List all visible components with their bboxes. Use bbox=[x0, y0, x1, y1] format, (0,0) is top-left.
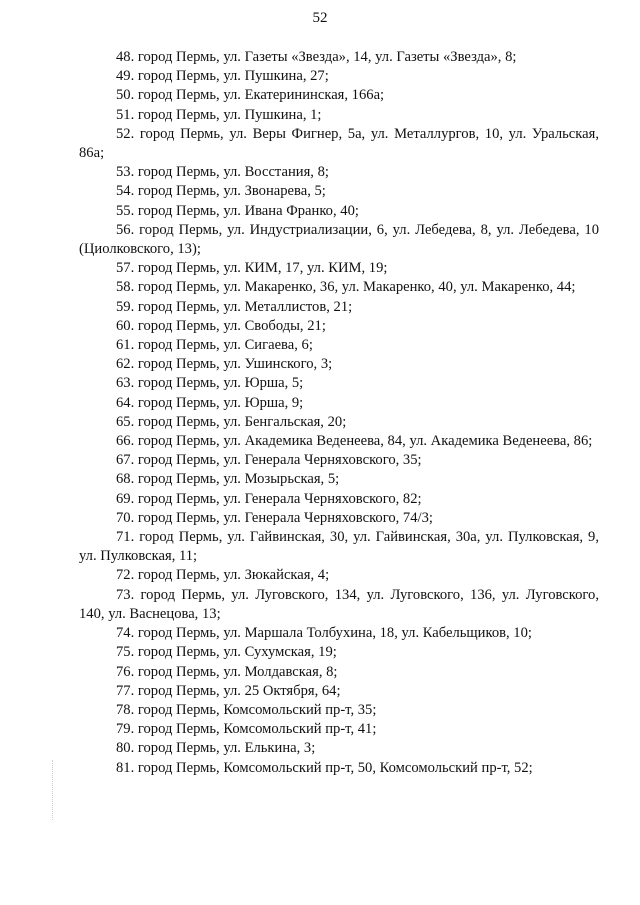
scan-margin-mark bbox=[52, 760, 56, 820]
page-number: 52 bbox=[312, 10, 328, 26]
list-item: 48. город Пермь, ул. Газеты «Звезда», 14, ул. Газеты «Звезда», 8; bbox=[116, 49, 517, 65]
list-item: 80. город Пермь, ул. Елькина, 3; bbox=[116, 740, 316, 757]
list-item: 55. город Пермь, ул. Ивана Франко, 40; bbox=[116, 202, 359, 219]
list-item: 69. город Пермь, ул. Генерала Черняховского, 82; bbox=[116, 490, 422, 507]
address-list bbox=[79, 48, 599, 778]
list-item: 50. город Пермь, ул. Екатерининская, 166а; bbox=[116, 87, 385, 104]
list-item: 54. город Пермь, ул. Звонарева, 5; bbox=[116, 183, 326, 200]
list-item: 51. город Пермь, ул. Пушкина, 1; bbox=[116, 106, 322, 123]
list-item: 73. город Пермь, ул. Луговского, 134, ул. Луговского, 136, ул. Луговского, 140, ул. Васнецова, 13; bbox=[79, 586, 599, 622]
list-item: 72. город Пермь, ул. Зюкайская, 4; bbox=[116, 567, 330, 584]
list-item: 67. город Пермь, ул. Генерала Черняховского, 35; bbox=[116, 452, 422, 469]
list-item: 59. город Пермь, ул. Металлистов, 21; bbox=[116, 298, 353, 315]
list-item: 61. город Пермь, ул. Сигаева, 6; bbox=[116, 337, 313, 354]
list-item: 70. город Пермь, ул. Генерала Черняховского, 74/3; bbox=[116, 509, 433, 526]
list-item: 57. город Пермь, ул. КИМ, 17, ул. КИМ, 19; bbox=[116, 260, 388, 277]
list-item: 56. город Пермь, ул. Индустриализации, 6, ул. Лебедева, 8, ул. Лебедева, 10 (Циолковского, 13); bbox=[79, 221, 599, 258]
list-item: 76. город Пермь, ул. Молдавская, 8; bbox=[116, 663, 338, 680]
list-item: 58. город Пермь, ул. Макаренко, 36, ул. Макаренко, 40, ул. Макаренко, 44; bbox=[116, 279, 576, 296]
list-item: 77. город Пермь, ул. 25 Октября, 64; bbox=[116, 682, 341, 699]
list-item: 71. город Пермь, ул. Гайвинская, 30, ул. Гайвинская, 30а, ул. Пулковская, 9, ул. Пулковская, 11; bbox=[79, 529, 599, 565]
list-item: 81. город Пермь, Комсомольский пр-т, 50, Комсомольский пр-т, 52; bbox=[116, 759, 533, 776]
list-item: 60. город Пермь, ул. Свободы, 21; bbox=[116, 317, 326, 334]
list-item: 65. город Пермь, ул. Бенгальская, 20; bbox=[116, 413, 347, 430]
list-item: 64. город Пермь, ул. Юрша, 9; bbox=[116, 394, 304, 411]
list-item: 53. город Пермь, ул. Восстания, 8; bbox=[116, 164, 329, 181]
list-item: 75. город Пермь, ул. Сухумская, 19; bbox=[116, 644, 337, 661]
list-item: 74. город Пермь, ул. Маршала Толбухина, 18, ул. Кабельщиков, 10; bbox=[116, 625, 532, 642]
list-item: 78. город Пермь, Комсомольский пр-т, 35; bbox=[116, 701, 377, 718]
list-item: 79. город Пермь, Комсомольский пр-т, 41; bbox=[116, 721, 377, 738]
list-item: 66. город Пермь, ул. Академика Веденеева, 84, ул. Академика Веденеева, 86; bbox=[116, 433, 593, 450]
list-item: 63. город Пермь, ул. Юрша, 5; bbox=[116, 375, 304, 392]
list-item: 68. город Пермь, ул. Мозырьская, 5; bbox=[116, 471, 340, 488]
list-item: 49. город Пермь, ул. Пушкина, 27; bbox=[116, 68, 329, 85]
list-item: 52. город Пермь, ул. Веры Фигнер, 5а, ул. Металлургов, 10, ул. Уральская, 86а; bbox=[79, 125, 599, 162]
list-item: 62. город Пермь, ул. Ушинского, 3; bbox=[116, 356, 333, 373]
